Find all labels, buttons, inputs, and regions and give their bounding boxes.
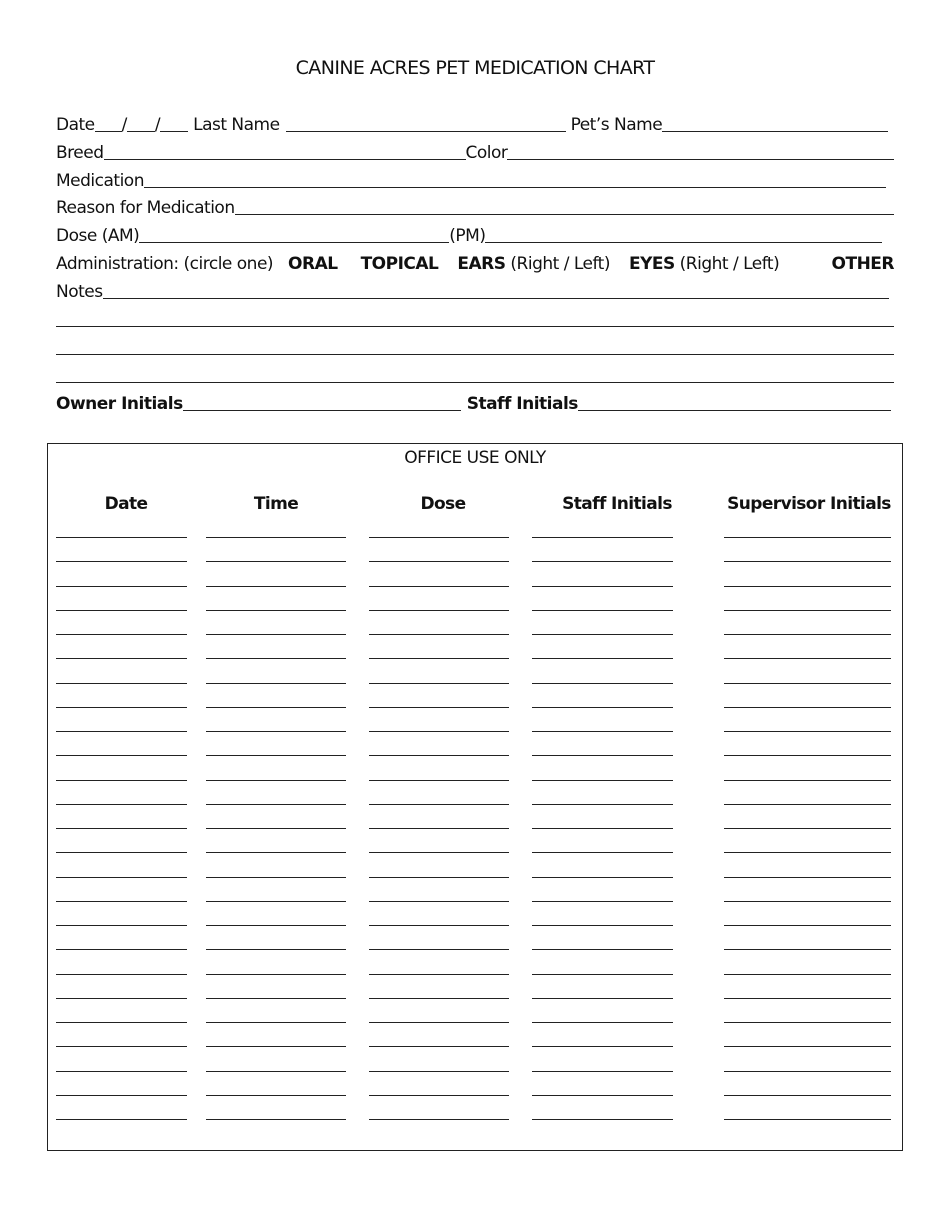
log-date-field[interactable] [56, 537, 187, 538]
date-separator: / [121, 115, 127, 135]
log-staff-initials-field[interactable] [532, 707, 673, 708]
log-date-field[interactable] [56, 707, 187, 708]
log-staff-initials-field[interactable] [532, 634, 673, 635]
log-date-field[interactable] [56, 949, 187, 950]
color-label: Color [465, 143, 508, 163]
log-supervisor-initials-field[interactable] [724, 586, 891, 587]
row-administration [56, 252, 894, 274]
log-time-field[interactable] [206, 998, 346, 999]
row-reason [56, 196, 894, 218]
row-date-name [56, 113, 894, 135]
log-date-field[interactable] [56, 1046, 187, 1047]
notes-line[interactable] [56, 382, 894, 383]
log-supervisor-initials-field[interactable] [724, 1119, 891, 1120]
log-staff-initials-field[interactable] [532, 804, 673, 805]
row-initials [56, 392, 894, 414]
breed-field[interactable] [104, 143, 466, 160]
column-header-time: Time [253, 494, 299, 514]
log-time-field[interactable] [206, 1046, 346, 1047]
log-staff-initials-field[interactable] [532, 658, 673, 659]
log-date-field[interactable] [56, 1071, 187, 1072]
log-dose-field[interactable] [369, 1071, 509, 1072]
log-staff-initials-field[interactable] [532, 974, 673, 975]
log-date-field[interactable] [56, 1119, 187, 1120]
log-date-field[interactable] [56, 586, 187, 587]
dose-am-label: Dose (AM) [56, 226, 140, 246]
log-dose-field[interactable] [369, 998, 509, 999]
log-time-field[interactable] [206, 537, 346, 538]
row-dose [56, 224, 894, 246]
log-dose-field[interactable] [369, 949, 509, 950]
log-staff-initials-field[interactable] [532, 780, 673, 781]
log-supervisor-initials-field[interactable] [724, 780, 891, 781]
column-header-date: Date [104, 494, 148, 514]
owner-initials-field[interactable] [183, 394, 461, 411]
row-breed-color [56, 141, 894, 163]
log-time-field[interactable] [206, 804, 346, 805]
log-dose-field[interactable] [369, 731, 509, 732]
log-staff-initials-field[interactable] [532, 755, 673, 756]
log-dose-field[interactable] [369, 828, 509, 829]
log-time-field[interactable] [206, 925, 346, 926]
log-date-field[interactable] [56, 998, 187, 999]
log-supervisor-initials-field[interactable] [724, 804, 891, 805]
log-supervisor-initials-field[interactable] [724, 561, 891, 562]
log-date-field[interactable] [56, 610, 187, 611]
log-supervisor-initials-field[interactable] [724, 1095, 891, 1096]
column-header-supervisor-initials: Supervisor Initials [727, 494, 891, 514]
log-time-field[interactable] [206, 586, 346, 587]
admin-option-ears[interactable]: EARS (Right / Left) [457, 254, 610, 274]
log-supervisor-initials-field[interactable] [724, 731, 891, 732]
admin-option-eyes[interactable]: EYES (Right / Left) [628, 254, 780, 274]
notes-line[interactable] [56, 326, 894, 327]
notes-label: Notes [56, 282, 103, 302]
log-dose-field[interactable] [369, 804, 509, 805]
log-staff-initials-field[interactable] [532, 852, 673, 853]
log-date-field[interactable] [56, 561, 187, 562]
log-supervisor-initials-field[interactable] [724, 828, 891, 829]
log-dose-field[interactable] [369, 610, 509, 611]
office-use-box [47, 443, 903, 1151]
log-dose-field[interactable] [369, 852, 509, 853]
log-staff-initials-field[interactable] [532, 1046, 673, 1047]
log-time-field[interactable] [206, 707, 346, 708]
log-time-field[interactable] [206, 755, 346, 756]
log-dose-field[interactable] [369, 925, 509, 926]
row-notes [56, 280, 894, 302]
pets-name-label: Pet’s Name [570, 115, 663, 135]
log-staff-initials-field[interactable] [532, 828, 673, 829]
log-staff-initials-field[interactable] [532, 561, 673, 562]
log-date-field[interactable] [56, 901, 187, 902]
log-dose-field[interactable] [369, 586, 509, 587]
log-date-field[interactable] [56, 1095, 187, 1096]
office-use-title: OFFICE USE ONLY [404, 448, 546, 468]
log-staff-initials-field[interactable] [532, 925, 673, 926]
admin-option-other[interactable]: OTHER [831, 254, 894, 274]
last-name-field[interactable] [286, 115, 566, 132]
log-staff-initials-field[interactable] [532, 537, 673, 538]
log-time-field[interactable] [206, 877, 346, 878]
log-dose-field[interactable] [369, 683, 509, 684]
log-time-field[interactable] [206, 610, 346, 611]
log-staff-initials-field[interactable] [532, 731, 673, 732]
date-month-field[interactable] [95, 115, 122, 132]
log-time-field[interactable] [206, 1119, 346, 1120]
log-staff-initials-field[interactable] [532, 586, 673, 587]
log-date-field[interactable] [56, 731, 187, 732]
date-year-field[interactable] [160, 115, 188, 132]
date-label: Date [56, 115, 95, 135]
log-dose-field[interactable] [369, 780, 509, 781]
log-dose-field[interactable] [369, 974, 509, 975]
log-time-field[interactable] [206, 1071, 346, 1072]
last-name-label: Last Name [193, 115, 280, 135]
reason-label: Reason for Medication [56, 198, 235, 218]
dose-pm-label: (PM) [449, 226, 486, 246]
column-header-dose: Dose [420, 494, 466, 514]
log-dose-field[interactable] [369, 634, 509, 635]
log-supervisor-initials-field[interactable] [724, 634, 891, 635]
log-dose-field[interactable] [369, 707, 509, 708]
date-day-field[interactable] [127, 115, 155, 132]
log-supervisor-initials-field[interactable] [724, 1022, 891, 1023]
log-date-field[interactable] [56, 658, 187, 659]
log-supervisor-initials-field[interactable] [724, 974, 891, 975]
log-time-field[interactable] [206, 901, 346, 902]
log-dose-field[interactable] [369, 1022, 509, 1023]
log-dose-field[interactable] [369, 755, 509, 756]
log-staff-initials-field[interactable] [532, 901, 673, 902]
medication-label: Medication [56, 171, 144, 191]
log-date-field[interactable] [56, 755, 187, 756]
log-staff-initials-field[interactable] [532, 877, 673, 878]
log-dose-field[interactable] [369, 877, 509, 878]
log-time-field[interactable] [206, 828, 346, 829]
reason-field[interactable] [235, 198, 894, 215]
log-date-field[interactable] [56, 877, 187, 878]
log-dose-field[interactable] [369, 537, 509, 538]
column-header-staff-initials: Staff Initials [562, 494, 672, 514]
admin-option-oral[interactable]: ORAL [288, 254, 338, 274]
notes-line[interactable] [56, 354, 894, 355]
log-dose-field[interactable] [369, 1119, 509, 1120]
log-date-field[interactable] [56, 828, 187, 829]
log-supervisor-initials-field[interactable] [724, 949, 891, 950]
dose-am-field[interactable] [139, 226, 449, 243]
admin-option-topical[interactable]: TOPICAL [360, 254, 439, 274]
log-time-field[interactable] [206, 852, 346, 853]
log-staff-initials-field[interactable] [532, 683, 673, 684]
log-staff-initials-field[interactable] [532, 949, 673, 950]
log-time-field[interactable] [206, 780, 346, 781]
log-staff-initials-field[interactable] [532, 998, 673, 999]
log-supervisor-initials-field[interactable] [724, 1046, 891, 1047]
log-supervisor-initials-field[interactable] [724, 925, 891, 926]
owner-initials-label: Owner Initials [56, 394, 183, 414]
staff-initials-label: Staff Initials [466, 394, 578, 414]
log-staff-initials-field[interactable] [532, 1071, 673, 1072]
pets-name-field[interactable] [662, 115, 888, 132]
log-time-field[interactable] [206, 634, 346, 635]
log-date-field[interactable] [56, 683, 187, 684]
log-date-field[interactable] [56, 925, 187, 926]
log-supervisor-initials-field[interactable] [724, 901, 891, 902]
log-supervisor-initials-field[interactable] [724, 537, 891, 538]
log-supervisor-initials-field[interactable] [724, 755, 891, 756]
log-dose-field[interactable] [369, 658, 509, 659]
log-date-field[interactable] [56, 852, 187, 853]
log-time-field[interactable] [206, 561, 346, 562]
log-dose-field[interactable] [369, 901, 509, 902]
log-time-field[interactable] [206, 974, 346, 975]
dose-pm-field[interactable] [485, 226, 882, 243]
color-field[interactable] [507, 143, 894, 160]
log-date-field[interactable] [56, 634, 187, 635]
log-dose-field[interactable] [369, 561, 509, 562]
log-supervisor-initials-field[interactable] [724, 610, 891, 611]
log-date-field[interactable] [56, 804, 187, 805]
log-dose-field[interactable] [369, 1095, 509, 1096]
log-supervisor-initials-field[interactable] [724, 683, 891, 684]
date-separator: / [154, 115, 161, 135]
log-date-field[interactable] [56, 974, 187, 975]
administration-label: Administration: (circle one) [56, 254, 274, 274]
breed-label: Breed [56, 143, 104, 163]
log-time-field[interactable] [206, 658, 346, 659]
log-time-field[interactable] [206, 1095, 346, 1096]
notes-field[interactable] [103, 282, 889, 299]
log-staff-initials-field[interactable] [532, 1119, 673, 1120]
log-staff-initials-field[interactable] [532, 1022, 673, 1023]
row-medication [56, 169, 894, 191]
log-supervisor-initials-field[interactable] [724, 658, 891, 659]
staff-initials-field[interactable] [578, 394, 891, 411]
log-dose-field[interactable] [369, 1046, 509, 1047]
log-time-field[interactable] [206, 731, 346, 732]
log-supervisor-initials-field[interactable] [724, 852, 891, 853]
log-staff-initials-field[interactable] [532, 610, 673, 611]
log-staff-initials-field[interactable] [532, 1095, 673, 1096]
log-supervisor-initials-field[interactable] [724, 998, 891, 999]
log-time-field[interactable] [206, 949, 346, 950]
log-date-field[interactable] [56, 780, 187, 781]
log-supervisor-initials-field[interactable] [724, 877, 891, 878]
log-supervisor-initials-field[interactable] [724, 1071, 891, 1072]
log-date-field[interactable] [56, 1022, 187, 1023]
medication-field[interactable] [144, 171, 886, 188]
form-title: CANINE ACRES PET MEDICATION CHART [295, 57, 655, 79]
log-time-field[interactable] [206, 683, 346, 684]
log-time-field[interactable] [206, 1022, 346, 1023]
log-supervisor-initials-field[interactable] [724, 707, 891, 708]
